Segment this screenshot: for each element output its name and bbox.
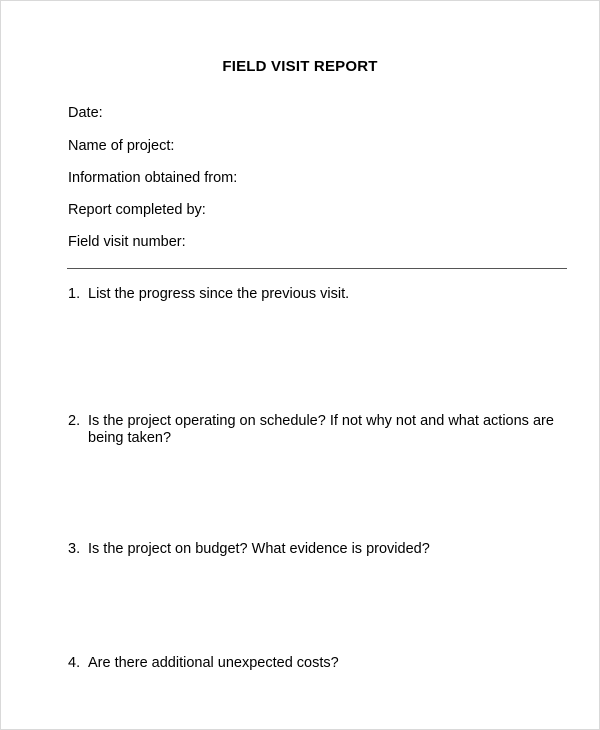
field-project-name-label: Name of project: bbox=[68, 138, 175, 154]
question-3-number: 3. bbox=[68, 541, 81, 557]
question-1-number: 1. bbox=[68, 286, 81, 302]
question-3 bbox=[68, 541, 568, 558]
document-title: FIELD VISIT REPORT bbox=[222, 58, 378, 75]
question-2 bbox=[68, 413, 568, 447]
question-4 bbox=[68, 655, 568, 672]
question-2-text: Is the project operating on schedule? If not why not and what actions are being taken? bbox=[88, 413, 554, 446]
section-divider bbox=[67, 268, 567, 269]
field-date-label: Date: bbox=[68, 105, 103, 121]
question-1 bbox=[68, 286, 568, 303]
question-4-text: Are there additional unexpected costs? bbox=[88, 655, 339, 671]
question-1-text: List the progress since the previous visit. bbox=[88, 286, 350, 302]
field-completed-by-label: Report completed by: bbox=[68, 202, 206, 218]
question-2-number: 2. bbox=[68, 413, 81, 429]
field-information-source-label: Information obtained from: bbox=[68, 170, 238, 186]
question-3-text: Is the project on budget? What evidence is provided? bbox=[88, 541, 430, 557]
field-visit-number-label: Field visit number: bbox=[68, 234, 186, 250]
question-4-number: 4. bbox=[68, 655, 81, 671]
